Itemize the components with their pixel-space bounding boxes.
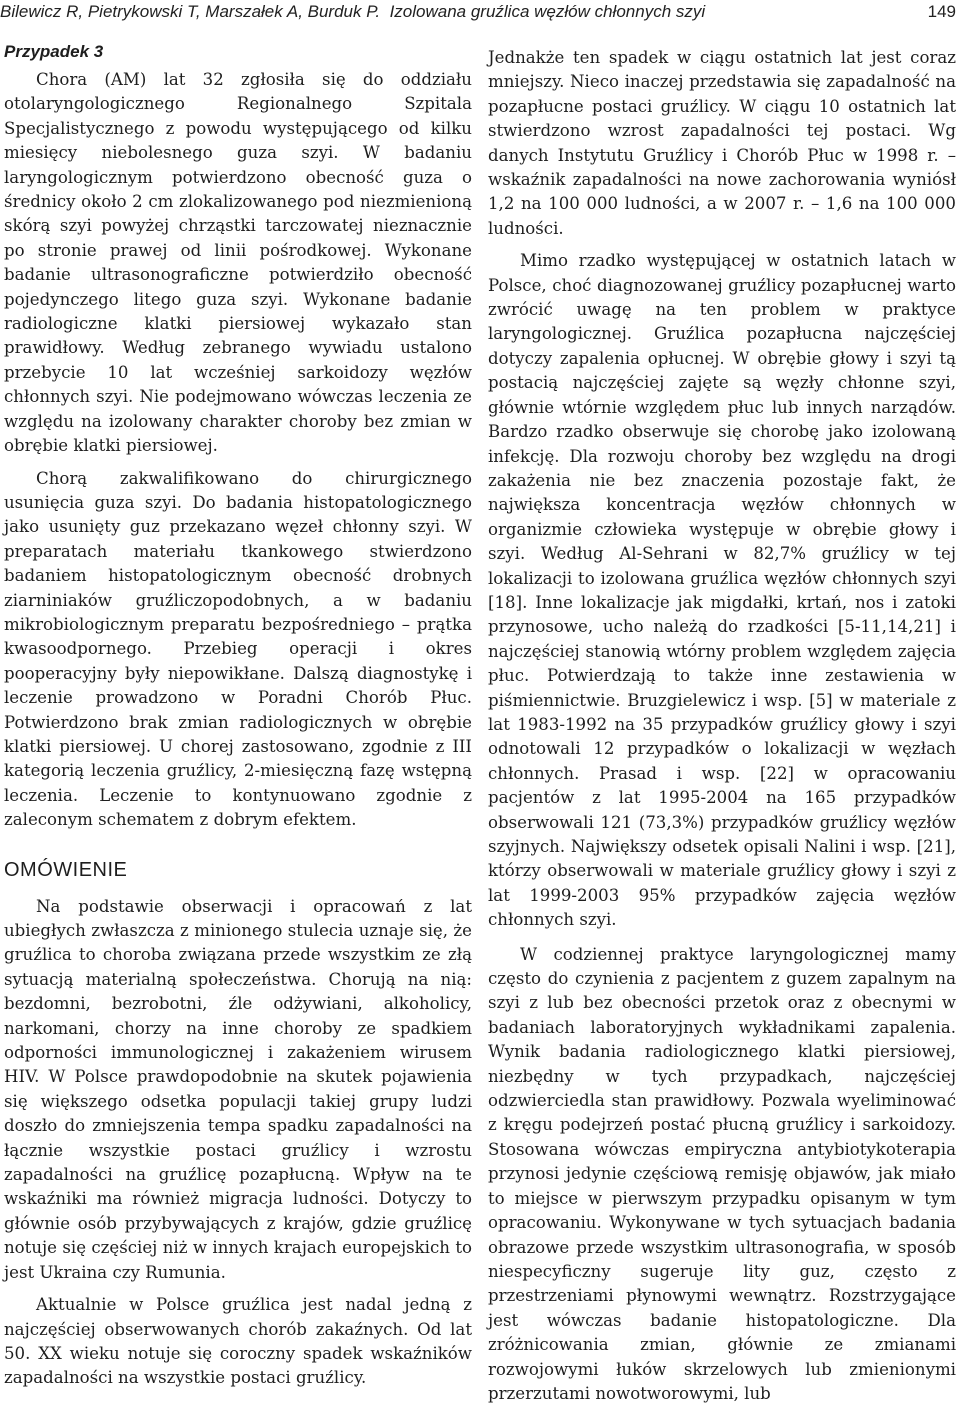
page-number: 149 (927, 2, 956, 21)
left-column (4, 40, 472, 1391)
case-heading: Przypadek 3 (4, 42, 104, 61)
section-heading: OMÓWIENIE (4, 858, 128, 881)
body-paragraph: Mimo rzadko występującej w ostatnich latach w Polsce, choć diagnozowanej gruźlicy pozapłucnej warto zwrócić uwagę na ten problem w praktyce laryngologicznej. Gruźlica pozapłucna najczęściej dotyczy zapalenia opłucnej. W obrębie głowy i szyi tą postacią najczęściej zajęte są węzły chłonne szyi, głównie wtórnie względem płuc lub innych narządów. Bardzo rzadko obserwuje się chorobę jako izolowaną infekcję. Dla rozwoju choroby bez względu na drogi zakażenia nie bez znaczenia pozostaje fakt, że największa koncentracja węzłów chłonnych w organizmie człowieka występuje w obrębie głowy i szyi. Według Al-Sehrani w 82,7% gruźlicy w tej lokalizacji to izolowana gruźlica węzłów chłonnych szyi [18]. Inne lokalizacje jak migdałki, krtań, nos i zatoki przynosowe, ucho należą do rzadkości [5-11,14,21] i najczęściej stanowią wtórny problem względem zajęcia płuc. Potwierdzają to także inne zestawienia w piśmiennictwie. Bruzgielewicz i wsp. [5] w materiale z lat 1983-1992 na 35 przypadków gruźlicy głowy i szyi odnotowali 12 przypadków o lokalizacji w węzłach chłonnych. Prasad i wsp. [22] w opracowaniu pacjentów z lat 1995-2004 na 165 przypadków obserwowali 121 (73,3%) przypadków gruźlicy węzłów szyjnych. Największy odsetek opisali Nalini i wsp. [21], którzy obserwowali w materiale gruźlicy głowy i szyi z lat 1999-2003 95% przypadków zajęcia węzłów chłonnych szyi. (488, 251, 956, 930)
discussion-paragraph: Aktualnie w Polsce gruźlica jest nadal jedną z najczęściej obserwowanych chorób zakaźnych. Od lat 50. XX wieku notuje się coroczny spadek wskaźników zapadalności na wszystkie postaci gruźlicy. (4, 1295, 472, 1388)
running-header (0, 0, 960, 26)
header-authors: Bilewicz R, Pietrykowski T, Marszałek A, Burduk P. (0, 2, 381, 21)
case-paragraph: Chora (AM) lat 32 zgłosiła się do oddziału otolaryngologicznego Regionalnego Szpitala Specjalistycznego z powodu występującego od kilku miesięcy niebolesnego guza szyi. W badaniu laryngologicznym potwierdzono obecność guza o średnicy około 2 cm zlokalizowanego pod niezmienioną skórą szyi powyżej chrząstki tarczowatej nieznacznie po stronie prawej od linii pośrodkowej. Wykonane badanie ultrasonograficzne potwierdziło obecność pojedynczego litego guza szyi. Wykonane badanie radiologiczne klatki piersiowej wykazało stan prawidłowy. Według zebranego wywiadu ustalono przebycie 10 lat wcześniej sarkoidozy węzłów chłonnych szyi. Nie podejmowano wówczas leczenia ze względu na izolowany charakter choroby bez zmian w obrębie klatki piersiowej. (4, 70, 472, 456)
body-paragraph: Jednakże ten spadek w ciągu ostatnich lat jest coraz mniejszy. Nieco inaczej przedstawia się zapadalność na pozapłucne postaci gruźlicy. W ciągu 10 ostatnich lat stwierdzono wzrost zapadalności tej postaci. Wg danych Instytutu Gruźlicy i Chorób Płuc w 1998 r. – wskaźnik zapadalności na nowe zachorowania wyniósł 1,2 na 100 000 ludności, a w 2007 r. – 1,6 na 100 000 ludności. (488, 48, 956, 238)
case-paragraph: Chorą zakwalifikowano do chirurgicznego usunięcia guza szyi. Do badania histopatologicznego jako usunięty guz przekazano węzeł chłonny szyi. W preparatach materiału tkankowego stwierdzono badaniem histopatologicznym obecność drobnych ziarniniaków gruźliczopodobnych, a w badaniu mikrobiologicznym preparatu bezpośredniego – prątka kwasoodpornego. Przebieg operacji i okres pooperacyjny były niepowikłane. Dalszą diagnostykę i leczenie prowadzono w Poradni Chorób Płuc. Potwierdzono brak zmian radiologicznych w obrębie klatki piersiowej. U chorej zastosowano, zgodnie z III kategorią leczenia gruźlicy, 2-miesięczną fazę wstępną leczenia. Leczenie to kontynuowano zgodnie z zaleconym schematem z dobrym efektem. (4, 468, 472, 830)
right-column (488, 46, 956, 1406)
discussion-paragraph: Na podstawie obserwacji i opracowań z lat ubiegłych zwłaszcza z minionego stulecia uznaje się, że gruźlica to choroba związana przede wszystkim ze złą sytuacją materialną społeczeństwa. Chorują na nią: bezdomni, bezrobotni, źle odżywiani, alkoholicy, narkomani, chorzy na inne choroby ze spadkiem odporności immunologicznej i zakażeniem wirusem HIV. W Polsce prawdopodobnie na skutek pojawienia się większego odsetka populacji takiej grupy ludzi doszło do zmniejszenia tempa spadku zapadalności na łącznie wszystkie postaci gruźlicy i wzrostu zapadalności na gruźlicę pozapłucną. Wpływ na te wskaźniki ma również migracja ludności. Dotyczy to głównie osób przybywających z krajów, gdzie gruźlicę notuje się częściej niż w innych krajach europejskich to jest Ukraina czy Rumunia. (4, 896, 472, 1282)
header-title: Izolowana gruźlica węzłów chłonnych szyi (389, 2, 706, 21)
body-paragraph: W codziennej praktyce laryngologicznej mamy często do czynienia z pacjentem z guzem zapalnym na szyi z lub bez obecności przetok oraz z obecnymi w badaniach laboratoryjnych wykładnikami zapalenia. Wynik badania radiologicznego klatki piersiowej, niezbędny w tych przypadkach, najczęściej odzwierciedla stan prawidłowy. Pozwala wyeliminować z kręgu podejrzeń postać płucną gruźlicy i sarkoidozy. Stosowana wówczas empiryczna antybiotykoterapia przynosi jedynie częściową remisję objawów, jak miało to miejsce w pierwszym przypadku opisanym w tym opracowaniu. Wykonywane w tych sytuacjach badania obrazowe przede wszystkim ultrasonografia, w sposób niespecyficzny sugeruje lity guz, często z przestrzeniami płynowymi wewnątrz. Rozstrzygające jest wówczas badanie histopatologiczne. Dla zróżnicowania zmian, głównie ze zmianami rozwojowymi łuków skrzelowych lub zmienionymi przerzutami nowotworowymi, lub (488, 944, 956, 1403)
header-authors-title (0, 0, 705, 24)
